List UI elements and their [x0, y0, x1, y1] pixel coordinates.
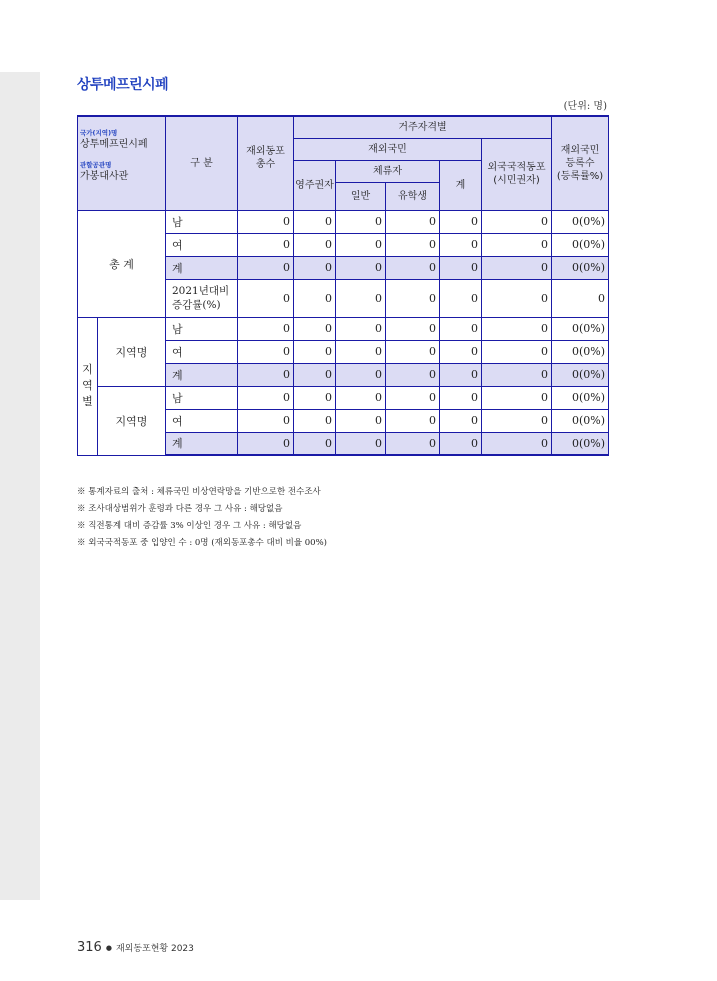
value-cell: 0 — [336, 409, 386, 432]
value-cell: 0 — [238, 317, 294, 340]
value-cell: 0(0%) — [552, 256, 609, 279]
row-label: 여 — [166, 233, 238, 256]
value-cell: 0 — [294, 210, 336, 233]
value-cell: 0 — [482, 432, 552, 455]
value-cell: 0 — [336, 256, 386, 279]
country-label: 국가(지역)명 — [80, 129, 118, 137]
value-cell: 0(0%) — [552, 432, 609, 455]
header-residence: 거주자격별 — [294, 116, 552, 138]
header-gubun: 구 분 — [166, 116, 238, 210]
value-cell: 0 — [440, 409, 482, 432]
header-permanent: 영주권자 — [294, 160, 336, 210]
value-cell: 0(0%) — [552, 340, 609, 363]
value-cell: 0 — [482, 363, 552, 386]
value-cell: 0 — [336, 340, 386, 363]
value-cell: 0 — [294, 317, 336, 340]
value-cell: 0(0%) — [552, 409, 609, 432]
value-cell: 0 — [482, 279, 552, 317]
value-cell: 0 — [238, 340, 294, 363]
value-cell: 0 — [336, 210, 386, 233]
value-cell: 0 — [336, 279, 386, 317]
side-margin-strip — [0, 72, 40, 900]
table-row — [78, 210, 609, 233]
value-cell: 0 — [336, 317, 386, 340]
value-cell: 0 — [482, 233, 552, 256]
page-number: 316 — [77, 940, 102, 955]
header-sum: 계 — [440, 160, 482, 210]
unit-label: (단위: 명) — [563, 101, 607, 112]
header-foreign — [482, 138, 552, 210]
row-label: 남 — [166, 210, 238, 233]
value-cell: 0 — [294, 233, 336, 256]
value-cell: 0 — [482, 256, 552, 279]
row-label: 계 — [166, 256, 238, 279]
value-cell: 0(0%) — [552, 363, 609, 386]
value-cell: 0 — [482, 210, 552, 233]
value-cell: 0 — [440, 340, 482, 363]
value-cell: 0(0%) — [552, 210, 609, 233]
value-cell: 0 — [294, 256, 336, 279]
header-text: 재외국민 등록수 (등록률%) — [556, 144, 604, 182]
value-cell: 0 — [386, 432, 440, 455]
value-cell: 0 — [336, 233, 386, 256]
header-text: 재외동포 총수 — [246, 146, 285, 170]
value-cell: 0 — [482, 317, 552, 340]
value-cell: 0 — [336, 363, 386, 386]
footnote-source: ※ 통계자료의 출처 : 체류국민 비상연락망을 기반으로한 전수조사 — [77, 487, 321, 497]
value-cell: 0 — [386, 210, 440, 233]
value-cell: 0(0%) — [552, 233, 609, 256]
region-name: 지역명 — [98, 386, 166, 455]
value-cell: 0 — [482, 409, 552, 432]
value-cell: 0 — [238, 279, 294, 317]
value-cell: 0(0%) — [552, 317, 609, 340]
table-corner-header — [78, 116, 166, 210]
footnote-scope: ※ 조사대상범위가 훈령과 다른 경우 그 사유 : 해당없음 — [77, 504, 283, 514]
value-cell: 0 — [294, 340, 336, 363]
page-title: 상투메프린시페 — [77, 77, 169, 93]
header-stay: 체류자 — [336, 160, 440, 182]
row-label: 여 — [166, 409, 238, 432]
value-cell: 0 — [440, 233, 482, 256]
value-cell: 0 — [386, 409, 440, 432]
footnotes — [77, 484, 327, 552]
value-cell: 0 — [238, 386, 294, 409]
value-cell: 0 — [294, 386, 336, 409]
value-cell: 0 — [482, 340, 552, 363]
value-cell: 0 — [386, 340, 440, 363]
value-cell: 0 — [440, 317, 482, 340]
value-cell: 0 — [238, 432, 294, 455]
value-cell: 0 — [336, 386, 386, 409]
row-label: 2021년대비 증감률(%) — [166, 279, 238, 317]
footnote-change: ※ 직전통계 대비 증감률 3% 이상인 경우 그 사유 : 해당없음 — [77, 521, 302, 531]
header-citizen: 재외국민 — [294, 138, 482, 160]
value-cell: 0 — [440, 256, 482, 279]
value-cell: 0(0%) — [552, 386, 609, 409]
header-student: 유학생 — [386, 182, 440, 210]
row-label: 계 — [166, 363, 238, 386]
value-cell: 0 — [440, 279, 482, 317]
total-group-label: 총 계 — [78, 210, 166, 317]
value-cell: 0 — [294, 363, 336, 386]
footnote-adoptee: ※ 외국국적동포 중 입양인 수 : 0명 (재외동포총수 대비 비율 00%) — [77, 538, 327, 548]
header-total — [238, 116, 294, 210]
region-name: 지역명 — [98, 317, 166, 386]
value-cell: 0 — [294, 279, 336, 317]
page-footer — [77, 940, 194, 955]
region-group-label — [78, 317, 98, 455]
value-cell: 0 — [238, 256, 294, 279]
value-cell: 0 — [386, 279, 440, 317]
footer-title: 재외동포현황 2023 — [115, 944, 194, 954]
header-registered — [552, 116, 609, 210]
value-cell: 0 — [482, 386, 552, 409]
value-cell: 0 — [440, 363, 482, 386]
value-cell: 0 — [552, 279, 609, 317]
value-cell: 0 — [440, 432, 482, 455]
value-cell: 0 — [294, 409, 336, 432]
value-cell: 0 — [336, 432, 386, 455]
value-cell: 0 — [440, 210, 482, 233]
header-text: 외국국적동포 (시민권자) — [487, 162, 546, 186]
value-cell: 0 — [294, 432, 336, 455]
statistics-table — [77, 115, 609, 456]
office-value: 가봉대사관 — [80, 171, 129, 182]
office-label: 관할공관명 — [80, 161, 112, 169]
value-cell: 0 — [386, 233, 440, 256]
bullet-icon: ● — [105, 944, 112, 952]
value-cell: 0 — [238, 233, 294, 256]
value-cell: 0 — [386, 363, 440, 386]
value-cell: 0 — [238, 409, 294, 432]
row-label: 여 — [166, 340, 238, 363]
country-value: 상투메프린시페 — [80, 139, 148, 150]
value-cell: 0 — [440, 386, 482, 409]
value-cell: 0 — [238, 363, 294, 386]
table-row — [78, 386, 609, 409]
region-group-text: 지 역 별 — [82, 363, 93, 408]
header-general: 일반 — [336, 182, 386, 210]
value-cell: 0 — [386, 317, 440, 340]
value-cell: 0 — [386, 386, 440, 409]
table-row — [78, 317, 609, 340]
row-label: 계 — [166, 432, 238, 455]
row-label: 남 — [166, 317, 238, 340]
value-cell: 0 — [386, 256, 440, 279]
value-cell: 0 — [238, 210, 294, 233]
row-label: 남 — [166, 386, 238, 409]
